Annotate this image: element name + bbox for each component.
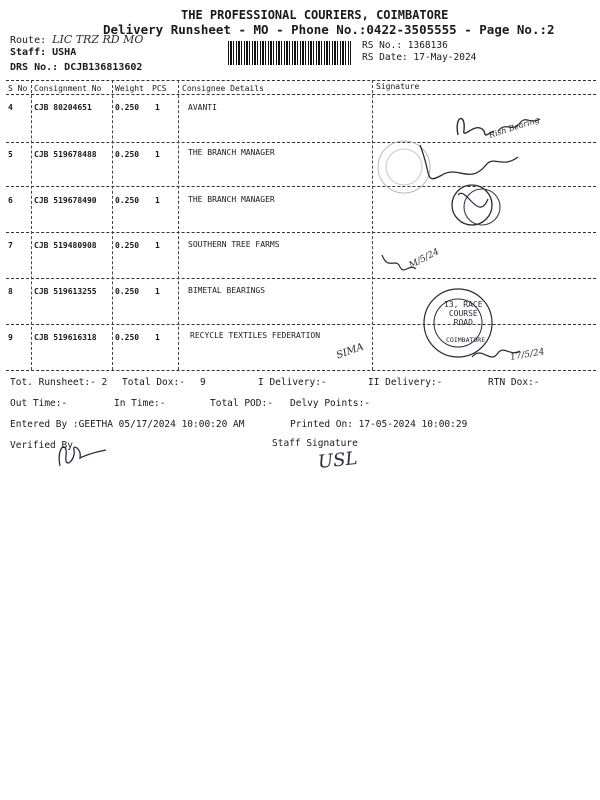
stamp-city: COIMBATORE <box>446 336 486 344</box>
row-consignee: BIMETAL BEARINGS <box>188 286 266 295</box>
col-header-signature: Signature <box>376 82 420 91</box>
col-header-consignee: Consignee Details <box>182 84 264 93</box>
handwritten-row8-date: 17/5/24 <box>509 347 546 363</box>
row-consignment: CJB 519616318 <box>34 333 97 342</box>
total-dox-value: 9 <box>200 377 206 388</box>
total-pod: Total POD:- <box>210 398 273 409</box>
row-consignment: CJB 519613255 <box>34 287 97 296</box>
handwritten-row7-date: M/5/24 <box>407 246 441 272</box>
row-consignment: CJB 519678488 <box>34 150 97 159</box>
row-consignee: AVANTI <box>188 103 217 112</box>
row-weight: 0.250 <box>115 287 140 296</box>
row-sno: 5 <box>8 150 13 159</box>
row-sno: 8 <box>8 287 13 296</box>
runsheet-title: Delivery Runsheet - MO - Phone No.:0422-3505555 - Page No.:2 <box>103 22 555 37</box>
row-pcs: 1 <box>155 333 160 342</box>
table-top-rule <box>6 80 596 81</box>
route-label: Route: <box>10 35 47 46</box>
company-title: THE PROFESSIONAL COURIERS, COIMBATORE <box>181 8 449 22</box>
total-runsheet: Tot. Runsheet:- 2 <box>10 377 108 388</box>
entered-by: Entered By :GEETHA 05/17/2024 10:00:20 AM <box>10 419 245 430</box>
drs-number: DRS No.: DCJB136813602 <box>10 62 143 73</box>
col-divider <box>112 80 113 370</box>
signature-marks <box>370 95 600 375</box>
col-divider <box>31 80 32 370</box>
row-consignee: THE BRANCH MANAGER <box>188 148 275 157</box>
delivery-points: Delvy Points:- <box>290 398 371 409</box>
row-consignee: THE BRANCH MANAGER <box>188 195 275 204</box>
route-line <box>10 33 143 46</box>
handwritten-row9: SIMA <box>334 341 366 362</box>
row-weight: 0.250 <box>115 241 140 250</box>
barcode <box>228 41 351 65</box>
verified-by: Verified By <box>10 440 73 451</box>
verifier-signature <box>54 436 114 476</box>
rtn-dox: RTN Dox:- <box>488 377 540 388</box>
row-pcs: 1 <box>155 287 160 296</box>
row-weight: 0.250 <box>115 150 140 159</box>
col-header-consignment: Consignment No <box>34 84 102 93</box>
row-pcs: 1 <box>155 150 160 159</box>
rs-number: RS No.: 1368136 <box>362 40 448 51</box>
row-weight: 0.250 <box>115 103 140 112</box>
company-stamp <box>444 300 483 327</box>
stamp-line: COURSE <box>448 309 478 318</box>
col-header-sno: S No <box>8 84 28 93</box>
in-time: In Time:- <box>114 398 166 409</box>
total-dox-label: Total Dox:- <box>122 377 185 388</box>
row-sno: 9 <box>8 333 13 342</box>
row-sno: 6 <box>8 196 13 205</box>
rs-date: RS Date: 17-May-2024 <box>362 52 477 63</box>
stamp-line: 13, RACE <box>444 300 483 309</box>
handwritten-row4: Rish Bearing <box>487 115 541 140</box>
row-consignment: CJB 80204651 <box>34 103 92 112</box>
staff-signature-label: Staff Signature <box>272 438 358 449</box>
col-divider <box>178 80 179 370</box>
stamp-line: ROAD <box>453 318 473 327</box>
row-consignee: RECYCLE TEXTILES FEDERATION <box>190 331 321 340</box>
staff-signature-mark: USL <box>317 447 359 474</box>
row-consignee: SOUTHERN TREE FARMS <box>188 240 280 249</box>
out-time: Out Time:- <box>10 398 68 409</box>
row-consignment: CJB 519678490 <box>34 196 97 205</box>
col-header-pcs: PCS <box>152 84 167 93</box>
row-pcs: 1 <box>155 196 160 205</box>
row-consignment: CJB 519480908 <box>34 241 97 250</box>
row-weight: 0.250 <box>115 333 140 342</box>
row-pcs: 1 <box>155 241 160 250</box>
row-sno: 7 <box>8 241 13 250</box>
route-value: LIC TRZ RD MO <box>52 33 144 46</box>
row-pcs: 1 <box>155 103 160 112</box>
printed-on: Printed On: 17-05-2024 10:00:29 <box>290 419 468 430</box>
i-delivery: I Delivery:- <box>258 377 327 388</box>
staff-line: Staff: USHA <box>10 47 77 58</box>
col-header-weight: Weight <box>115 84 144 93</box>
row-sno: 4 <box>8 103 13 112</box>
ii-delivery: II Delivery:- <box>368 377 443 388</box>
row-weight: 0.250 <box>115 196 140 205</box>
